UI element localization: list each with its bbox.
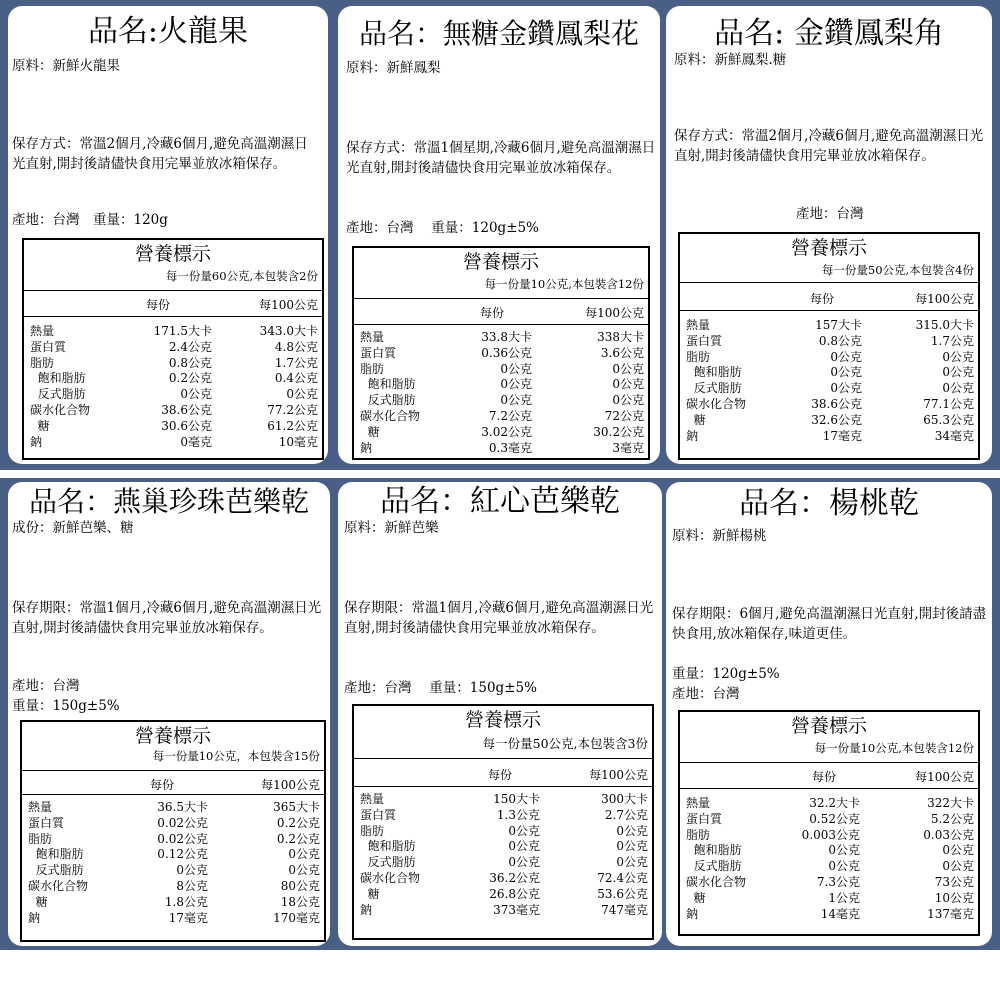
nutrition-heading: 營養標示 [790, 237, 867, 259]
nutrient-value-per-serving: 33.8大卡 [481, 330, 532, 344]
nutrient-label: 熱量 [360, 330, 385, 344]
serving-size: 每一份量10公克，本包裝含15份 [152, 749, 320, 763]
nutrient-value-per-100g: 343.0大卡 [259, 324, 318, 338]
nutrient-value-per-100g: 300大卡 [601, 792, 648, 806]
origin-weight-text: 產地：台灣 重量：120g±5% [346, 220, 539, 236]
col-header-per-100g: 每100公克 [585, 306, 644, 320]
nutrient-label: 蛋白質 [28, 815, 65, 830]
nutrient-label: 糖 [360, 886, 380, 901]
nutrient-value-per-100g: 0公克 [288, 847, 320, 862]
nutrient-label: 鈉 [686, 906, 699, 921]
col-header-per-100g: 每100公克 [259, 298, 318, 312]
nutrition-heading: 營養標示 [790, 715, 867, 737]
product-title: 品名：紅心芭樂乾 [380, 484, 620, 519]
card-red-guava [338, 482, 662, 946]
nutrition-table [352, 704, 654, 940]
nutrient-value-per-serving: 0公克 [508, 823, 540, 838]
nutrient-value-per-serving: 32.2大卡 [809, 796, 860, 810]
nutrient-value-per-100g: 3毫克 [612, 440, 644, 455]
storage-text: 保存方式：常溫2個月,冷藏6個月,避免高溫潮濕日光直射,開封後請儘快食用完畢並放冰箱保存。 [12, 136, 308, 172]
nutrient-label: 碳水化合物 [28, 879, 89, 893]
nutrient-value-per-100g: 0公克 [612, 377, 644, 392]
product-title: 品名：楊桃乾 [739, 486, 919, 521]
nutrient-label: 反式脂肪 [686, 381, 742, 396]
nutrient-value-per-serving: 0毫克 [180, 434, 212, 449]
nutrient-label: 碳水化合物 [360, 871, 421, 885]
nutrition-heading: 營養標示 [134, 243, 211, 265]
ingredients-text: 原料：新鮮芭樂 [344, 520, 439, 536]
nutrient-value-per-100g: 0公克 [612, 393, 644, 408]
nutrient-value-per-serving: 0公克 [500, 361, 532, 376]
divider [354, 324, 648, 325]
nutrient-label: 熱量 [28, 800, 53, 814]
nutrient-value-per-serving: 0.003公克 [801, 827, 860, 842]
nutrient-value-per-serving: 0公克 [828, 843, 860, 858]
nutrient-label: 飽和脂肪 [360, 839, 416, 854]
card-dragon-fruit [8, 6, 328, 464]
nutrient-value-per-serving: 1公克 [828, 890, 860, 905]
nutrition-heading: 營養標示 [464, 709, 541, 731]
nutrient-value-per-100g: 1.7公克 [274, 355, 318, 370]
nutrient-value-per-100g: 338大卡 [597, 330, 644, 344]
nutrient-value-per-serving: 38.6公克 [811, 397, 862, 411]
nutrient-value-per-serving: 38.6公克 [161, 403, 212, 417]
nutrient-value-per-100g: 0公克 [942, 843, 974, 858]
nutrient-label: 熱量 [360, 792, 385, 806]
nutrient-value-per-100g: 365大卡 [273, 800, 320, 814]
serving-size: 每一份量60公克,本包裝含2份 [165, 269, 318, 283]
storage-text: 保存期限：常溫1個月,冷藏6個月,避免高溫潮濕日光直射,開封後請儘快食用完畢並放冰箱保存。 [12, 600, 322, 636]
divider [354, 298, 648, 299]
nutrient-value-per-100g: 0公克 [286, 387, 318, 402]
nutrient-value-per-serving: 0公克 [830, 365, 862, 380]
nutrient-value-per-100g: 34毫克 [934, 428, 974, 443]
origin-weight-text: 產地：台灣 重量：120g [12, 212, 168, 228]
nutrition-table [20, 720, 326, 942]
divider [354, 758, 652, 759]
nutrient-label: 反式脂肪 [28, 863, 84, 878]
nutrient-value-per-serving: 0公克 [500, 377, 532, 392]
ingredients-text: 成份：新鮮芭樂、糖 [12, 520, 134, 536]
nutrient-label: 飽和脂肪 [360, 377, 416, 392]
nutrient-label: 蛋白質 [360, 345, 397, 360]
nutrient-value-per-100g: 0公克 [942, 381, 974, 396]
card-guava-pearl [8, 482, 330, 946]
nutrient-value-per-serving: 3.02公克 [481, 424, 532, 439]
nutrient-label: 糖 [30, 418, 50, 433]
col-header-per-100g: 每100公克 [261, 778, 320, 792]
nutrient-value-per-serving: 30.6公克 [161, 418, 212, 433]
nutrient-value-per-serving: 0公克 [508, 839, 540, 854]
nutrient-value-per-serving: 0公克 [830, 381, 862, 396]
nutrient-value-per-serving: 7.2公克 [488, 409, 532, 423]
nutrient-value-per-serving: 0公克 [500, 393, 532, 408]
nutrient-label: 脂肪 [30, 355, 55, 370]
nutrient-label: 飽和脂肪 [686, 843, 742, 858]
product-title: 品名：無糖金鑽鳳梨花 [358, 17, 639, 50]
col-header-per-serving: 每份 [480, 306, 505, 320]
nutrient-value-per-serving: 32.6公克 [811, 412, 862, 427]
origin-weight-text: 產地：台灣 重量：150g±5% [344, 680, 537, 696]
nutrient-value-per-100g: 65.3公克 [923, 412, 974, 427]
col-header-per-100g: 每100公克 [589, 768, 648, 782]
nutrient-value-per-100g: 61.2公克 [267, 418, 318, 433]
nutrient-label: 碳水化合物 [30, 403, 91, 417]
nutrient-label: 碳水化合物 [686, 397, 747, 411]
nutrient-value-per-100g: 0公克 [616, 839, 648, 854]
nutrient-label: 反式脂肪 [30, 387, 86, 402]
nutrient-label: 鈉 [28, 910, 41, 925]
card-star-fruit [666, 482, 992, 946]
nutrient-label: 熱量 [686, 318, 711, 332]
nutrient-value-per-serving: 373毫克 [493, 902, 540, 917]
nutrient-label: 蛋白質 [30, 339, 67, 354]
ingredients-text: 原料：新鮮鳳梨.糖 [674, 52, 787, 68]
nutrition-table [678, 232, 980, 460]
nutrient-value-per-100g: 0公克 [612, 361, 644, 376]
nutrient-value-per-serving: 2.4公克 [168, 339, 212, 354]
nutrient-value-per-100g: 0公克 [288, 863, 320, 878]
card-pineapple-flower [338, 6, 660, 464]
origin-text: 產地：台灣 [12, 678, 80, 694]
nutrient-value-per-100g: 0公克 [942, 365, 974, 380]
nutrition-table [352, 246, 650, 460]
nutrient-value-per-100g: 137毫克 [927, 906, 974, 921]
nutrient-value-per-serving: 0.12公克 [157, 847, 208, 862]
nutrient-label: 糖 [686, 412, 706, 427]
nutrient-label: 熱量 [30, 324, 55, 338]
nutrient-value-per-100g: 10公克 [934, 890, 974, 905]
serving-size: 每一份量10公克,本包裝含12份 [814, 741, 974, 755]
nutrient-label: 糖 [360, 424, 380, 439]
nutrient-value-per-100g: 77.1公克 [923, 397, 974, 411]
nutrient-value-per-serving: 8公克 [176, 879, 208, 893]
nutrient-value-per-100g: 80公克 [280, 879, 320, 893]
nutrient-value-per-100g: 53.6公克 [597, 886, 648, 901]
nutrient-value-per-100g: 73公克 [934, 875, 974, 889]
nutrition-heading: 營養標示 [462, 251, 539, 273]
nutrient-value-per-serving: 17毫克 [822, 428, 862, 443]
nutrient-value-per-serving: 1.3公克 [496, 807, 540, 822]
product-title: 品名：燕巢珍珠芭樂乾 [28, 485, 309, 518]
divider [680, 310, 978, 311]
nutrient-value-per-serving: 7.3公克 [816, 875, 860, 889]
product-title: 品名: 金鑽鳳梨角 [714, 16, 944, 51]
nutrient-value-per-serving: 0.02公克 [157, 831, 208, 846]
nutrient-value-per-100g: 0.2公克 [276, 831, 320, 846]
nutrient-label: 蛋白質 [686, 811, 723, 826]
nutrient-value-per-100g: 18公克 [280, 894, 320, 909]
nutrient-value-per-serving: 26.8公克 [489, 886, 540, 901]
ingredients-text: 原料：新鮮火龍果 [12, 58, 120, 74]
nutrient-value-per-serving: 0.02公克 [157, 815, 208, 830]
nutrient-label: 飽和脂肪 [30, 371, 86, 386]
nutrient-label: 碳水化合物 [686, 875, 747, 889]
nutrient-label: 脂肪 [360, 361, 385, 376]
nutrient-value-per-100g: 2.7公克 [604, 807, 648, 822]
weight-text: 重量：150g±5% [12, 698, 120, 714]
col-header-per-serving: 每份 [488, 768, 513, 782]
nutrient-label: 鈉 [360, 440, 373, 455]
nutrient-value-per-100g: 5.2公克 [930, 811, 974, 826]
nutrient-label: 蛋白質 [686, 333, 723, 348]
nutrient-value-per-100g: 170毫克 [273, 910, 320, 925]
col-header-per-serving: 每份 [812, 770, 837, 784]
nutrient-value-per-100g: 747毫克 [601, 902, 648, 917]
storage-text: 保存期限：常溫1個月,冷藏6個月,避免高溫潮濕日光直射,開封後請儘快食用完畢並放冰箱保存。 [344, 600, 654, 636]
storage-text: 保存方式：常溫2個月,冷藏6個月,避免高溫潮濕日光直射,開封後請儘快食用完畢並放冰箱保存。 [674, 128, 984, 164]
nutrient-value-per-serving: 36.5大卡 [157, 800, 208, 814]
nutrient-value-per-serving: 0.8公克 [818, 333, 862, 348]
nutrient-value-per-100g: 72公克 [604, 409, 644, 423]
nutrient-label: 鈉 [686, 428, 699, 443]
nutrient-value-per-100g: 0.2公克 [276, 815, 320, 830]
nutrient-label: 反式脂肪 [360, 855, 416, 870]
nutrient-value-per-serving: 150大卡 [493, 792, 540, 806]
nutrient-label: 反式脂肪 [686, 859, 742, 874]
serving-size: 每一份量10公克,本包裝含12份 [484, 277, 644, 291]
nutrient-value-per-100g: 0.03公克 [923, 827, 974, 842]
serving-size: 每一份量50公克,本包裝含4份 [821, 263, 974, 277]
card-pineapple-chunk [666, 6, 992, 464]
nutrient-value-per-100g: 0公克 [942, 859, 974, 874]
nutrient-value-per-serving: 0公克 [180, 387, 212, 402]
origin-weight-text: 產地：台灣 [796, 206, 864, 222]
divider [680, 282, 978, 283]
ingredients-text: 原料：新鮮鳳梨 [346, 60, 441, 76]
nutrient-value-per-100g: 0公克 [616, 855, 648, 870]
storage-text: 保存期限：6個月,避免高溫潮濕日光直射,開封後請盡快食用,放冰箱保存,味道更佳。 [672, 606, 987, 642]
nutrient-value-per-serving: 0公克 [508, 855, 540, 870]
nutrient-label: 脂肪 [28, 831, 53, 846]
nutrient-value-per-100g: 30.2公克 [593, 424, 644, 439]
col-header-per-serving: 每份 [146, 298, 171, 312]
nutrient-value-per-100g: 315.0大卡 [915, 318, 974, 332]
nutrient-value-per-serving: 14毫克 [820, 906, 860, 921]
nutrient-label: 蛋白質 [360, 807, 397, 822]
divider [24, 316, 322, 317]
nutrient-label: 脂肪 [686, 349, 711, 364]
nutrient-value-per-serving: 171.5大卡 [153, 324, 212, 338]
col-header-per-serving: 每份 [150, 778, 175, 792]
nutrient-value-per-100g: 0公克 [616, 823, 648, 838]
col-header-per-serving: 每份 [810, 292, 835, 306]
nutrient-value-per-serving: 0.36公克 [481, 345, 532, 360]
nutrient-value-per-100g: 322大卡 [927, 796, 974, 810]
nutrient-value-per-serving: 0.2公克 [168, 371, 212, 386]
nutrient-label: 脂肪 [686, 827, 711, 842]
nutrient-value-per-100g: 1.7公克 [930, 333, 974, 348]
divider [680, 788, 978, 789]
nutrient-value-per-100g: 3.6公克 [600, 345, 644, 360]
nutrient-label: 反式脂肪 [360, 393, 416, 408]
nutrient-value-per-100g: 0.4公克 [274, 371, 318, 386]
serving-size: 每一份量50公克,本包裝含3份 [482, 736, 648, 751]
nutrient-label: 飽和脂肪 [28, 847, 84, 862]
product-title: 品名:火龍果 [87, 14, 249, 49]
col-header-per-100g: 每100公克 [915, 292, 974, 306]
divider [22, 794, 324, 795]
nutrient-value-per-serving: 17毫克 [168, 910, 208, 925]
nutrient-label: 飽和脂肪 [686, 365, 742, 380]
nutrient-label: 鈉 [30, 434, 43, 449]
nutrient-label: 碳水化合物 [360, 409, 421, 423]
nutrient-value-per-100g: 4.8公克 [274, 339, 318, 354]
nutrition-table [678, 710, 980, 936]
nutrient-label: 脂肪 [360, 823, 385, 838]
ingredients-text: 原料：新鮮楊桃 [672, 528, 767, 544]
weight-text: 重量：120g±5% [672, 666, 780, 682]
origin-text: 產地：台灣 [672, 686, 740, 702]
nutrient-value-per-serving: 0公克 [830, 349, 862, 364]
nutrient-value-per-serving: 1.8公克 [164, 894, 208, 909]
nutrient-value-per-100g: 0公克 [942, 349, 974, 364]
col-header-per-100g: 每100公克 [915, 770, 974, 784]
nutrient-value-per-serving: 36.2公克 [489, 871, 540, 885]
nutrient-value-per-100g: 10毫克 [278, 434, 318, 449]
nutrient-value-per-serving: 0.52公克 [809, 811, 860, 826]
nutrient-value-per-100g: 77.2公克 [267, 403, 318, 417]
divider [24, 290, 322, 291]
nutrient-value-per-100g: 72.4公克 [597, 871, 648, 885]
divider [354, 786, 652, 787]
storage-text: 保存方式：常溫1個星期,冷藏6個月,避免高溫潮濕日光直射,開封後請儘快食用完畢並放冰箱保存。 [346, 140, 656, 176]
nutrient-label: 糖 [686, 890, 706, 905]
nutrition-heading: 營養標示 [134, 725, 211, 747]
divider [22, 770, 324, 771]
nutrient-value-per-serving: 0公克 [176, 863, 208, 878]
nutrient-label: 鈉 [360, 902, 373, 917]
nutrition-table [22, 238, 324, 460]
nutrient-value-per-serving: 0.8公克 [168, 355, 212, 370]
nutrient-value-per-serving: 0.3毫克 [488, 440, 532, 455]
nutrient-value-per-serving: 157大卡 [815, 318, 862, 332]
nutrient-label: 熱量 [686, 796, 711, 810]
nutrient-label: 糖 [28, 894, 48, 909]
nutrient-value-per-serving: 0公克 [828, 859, 860, 874]
divider [680, 762, 978, 763]
